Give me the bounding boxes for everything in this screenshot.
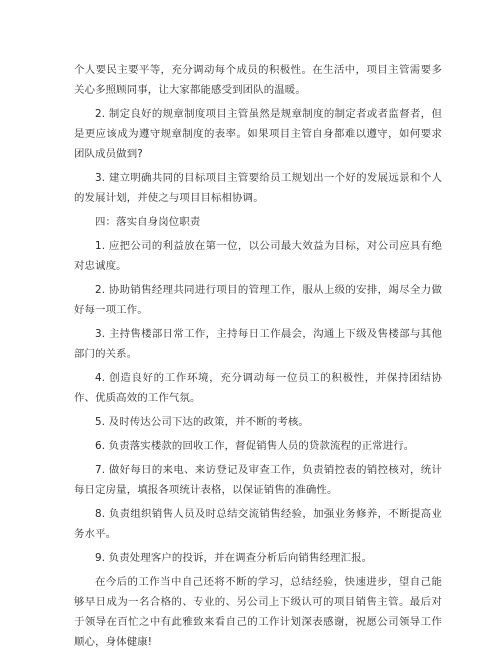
paragraph-item-3-goals: 3. 建立明确共同的目标项目主管要给员工规划出一个好的发展远景和个人的发展计划，并使之与项目目标相协调。	[74, 172, 442, 204]
duty-item-1: 1. 应把公司的利益放在第一位，以公司最大效益为目标，对公司应具有绝对忠诚度。	[74, 240, 442, 272]
duty-item-5: 5. 及时传达公司下达的政策，并不断的考核。	[95, 416, 309, 428]
duty-item-8: 8. 负责组织销售人员及时总结交流销售经验，加强业务修养，不断提高业务水平。	[74, 508, 442, 540]
duty-item-6: 6. 负责落实楼款的回收工作，督促销售人员的贷款流程的正常进行。	[95, 440, 415, 452]
duty-item-4: 4. 创造良好的工作环境，充分调动每一位员工的积极性，并保持团结协作、优质高效的工作气氛。	[74, 372, 442, 404]
section-heading-duties: 四：落实自身岗位职责	[95, 216, 201, 228]
duty-item-2: 2. 协助销售经理共同进行项目的管理工作，服从上级的安排，竭尽全力做好每一项工作。	[74, 284, 442, 316]
document-body	[74, 60, 442, 656]
paragraph-item-2-rules: 2. 制定良好的规章制度项目主管虽然是规章制度的制定者或者监督者，但是更应该成为遵守规章制度的表率。如果项目主管自身都难以遵守，如何要求团队成员做到?	[74, 108, 442, 160]
paragraph-continuation: 个人要民主要平等，充分调动每个成员的积极性。在生活中，项目主管需要多关心多照顾同事，让大家都能感受到团队的温暖。	[74, 64, 442, 96]
duty-item-7: 7. 做好每日的来电、来访登记及审查工作，负责销控表的销控核对，统计每日定房量，填报各项统计表格，以保证销售的准确性。	[74, 464, 442, 496]
duty-item-9: 9. 负责处理客户的投诉，并在调查分析后向销售经理汇报。	[95, 552, 373, 564]
duty-item-3: 3. 主持售楼部日常工作，主持每日工作晨会，沟通上下级及售楼部与其他部门的关系。	[74, 328, 442, 360]
closing-paragraph: 在今后的工作当中自己还将不断的学习，总结经验，快速进步，望自己能够早日成为一名合格的、专业的、另公司上下级认可的项目销售主管。最后对于领导在百忙之中有此雅致来看自己的工作计划深表感谢，祝愿公司领导工作顺心，身体健康!	[74, 576, 442, 648]
